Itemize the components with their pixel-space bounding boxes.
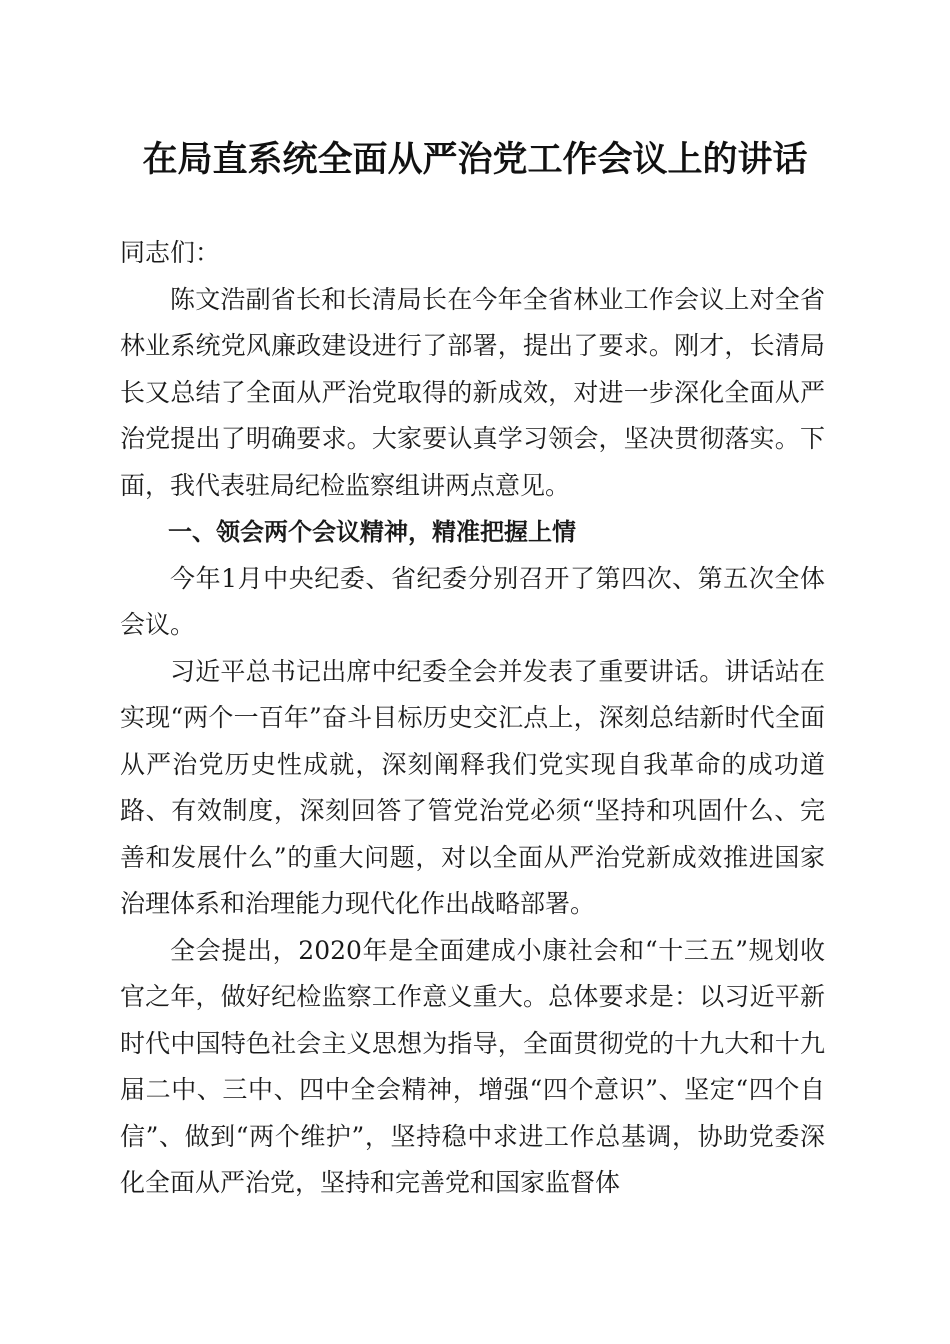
document-title: 在局直系统全面从严治党工作会议上的讲话 [142, 139, 808, 180]
paragraph-meetings: 今年1月中央纪委、省纪委分别召开了第四次、第五次全体会议。 [120, 563, 825, 639]
paragraph-intro: 陈文浩副省长和长清局长在今年全省林业工作会议上对全省林业系统党风廉政建设进行了部署，提出了要求。刚才，长清局长又总结了全面从严治党取得的新成效，对进一步深化全面从严治党提出了明确要求。大家要认真学习领会，坚决贯彻落实。下面，我代表驻局纪检监察组讲两点意见。 [120, 284, 825, 500]
paragraph-plenary: 全会提出，2020年是全面建成小康社会和“十三五”规划收官之年，做好纪检监察工作意义重大。总体要求是：以习近平新时代中国特色社会主义思想为指导，全面贯彻党的十九大和十九届二中、三中、四中全会精神，增强“四个意识”、坚定“四个自信”、做到“两个维护”，坚持稳中求进工作总基调，协助党委深化全面从严治党，坚持和完善党和国家监督体 [120, 935, 825, 1197]
paragraph-speech: 习近平总书记出席中纪委全会并发表了重要讲话。讲话站在实现“两个一百年”奋斗目标历史交汇点上，深刻总结新时代全面从严治党历史性成就，深刻阐释我们党实现自我革命的成功道路、有效制度，深刻回答了管党治党必须“坚持和巩固什么、完善和发展什么”的重大问题，对以全面从严治党新成效推进国家治理体系和治理能力现代化作出战略部署。 [120, 656, 825, 918]
document-body [120, 230, 825, 1207]
salutation: 同志们： [120, 238, 221, 267]
section-heading-1: 一、领会两个会议精神，精准把握上情 [168, 518, 576, 546]
